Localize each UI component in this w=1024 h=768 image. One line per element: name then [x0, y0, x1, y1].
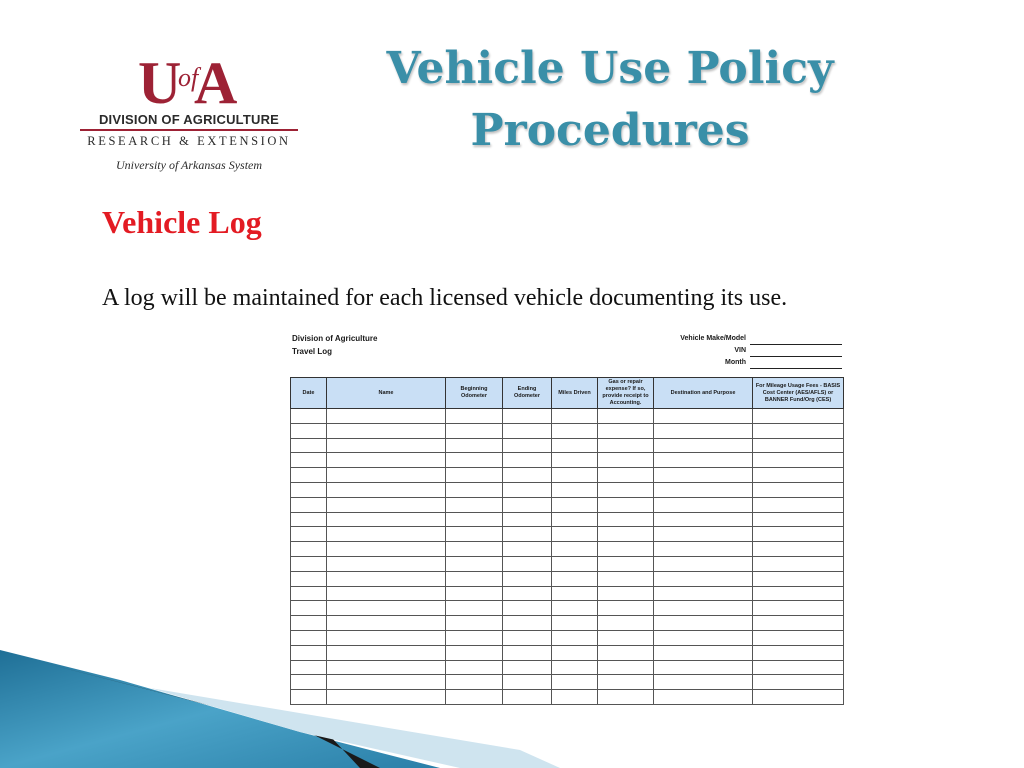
table-row	[291, 453, 844, 468]
table-header-row	[291, 378, 844, 409]
logo-research-text: RESEARCH & EXTENSION	[87, 134, 291, 148]
table-cell	[446, 482, 503, 497]
table-cell	[753, 453, 844, 468]
table-cell	[552, 409, 598, 424]
table-cell	[291, 512, 327, 527]
table-row	[291, 468, 844, 483]
table-cell	[291, 497, 327, 512]
table-row	[291, 423, 844, 438]
table-cell	[552, 556, 598, 571]
table-cell	[327, 542, 446, 557]
table-cell	[753, 482, 844, 497]
table-cell	[503, 586, 552, 601]
table-row	[291, 409, 844, 424]
table-cell	[598, 601, 654, 616]
table-row	[291, 542, 844, 557]
logo-system-text: University of Arkansas System	[115, 158, 263, 172]
table-cell	[327, 423, 446, 438]
table-cell	[552, 423, 598, 438]
table-cell	[327, 527, 446, 542]
table-cell	[598, 616, 654, 631]
table-cell	[552, 438, 598, 453]
table-cell	[446, 423, 503, 438]
table-cell	[291, 527, 327, 542]
slide-title-line2: Procedures	[470, 105, 750, 156]
table-cell	[446, 601, 503, 616]
table-cell	[753, 556, 844, 571]
table-cell	[327, 482, 446, 497]
column-header: Beginning Odometer	[446, 378, 503, 409]
table-cell	[753, 542, 844, 557]
table-cell	[654, 616, 753, 631]
meta-vin	[652, 347, 842, 359]
table-cell	[327, 616, 446, 631]
table-cell	[291, 409, 327, 424]
logo-mark-of: of	[178, 63, 199, 92]
table-cell	[446, 468, 503, 483]
table-cell	[446, 542, 503, 557]
table-cell	[291, 482, 327, 497]
column-header: Gas or repair expense? If so, provide receipt to Accounting.	[598, 378, 654, 409]
table-cell	[446, 497, 503, 512]
table-cell	[753, 468, 844, 483]
table-cell	[327, 571, 446, 586]
table-cell	[654, 497, 753, 512]
table-cell	[503, 556, 552, 571]
table-cell	[598, 556, 654, 571]
table-cell	[503, 409, 552, 424]
table-cell	[753, 527, 844, 542]
table-cell	[291, 586, 327, 601]
table-cell	[503, 616, 552, 631]
table-cell	[654, 542, 753, 557]
table-cell	[598, 571, 654, 586]
table-cell	[552, 497, 598, 512]
ua-division-logo	[78, 48, 300, 178]
table-row	[291, 601, 844, 616]
logo-mark-a: A	[194, 50, 238, 110]
table-cell	[753, 423, 844, 438]
meta-blank-line	[750, 368, 842, 369]
table-cell	[654, 409, 753, 424]
table-cell	[552, 571, 598, 586]
table-cell	[291, 616, 327, 631]
column-header: Miles Driven	[552, 378, 598, 409]
table-cell	[327, 409, 446, 424]
table-cell	[446, 527, 503, 542]
table-cell	[654, 423, 753, 438]
table-cell	[291, 423, 327, 438]
table-cell	[654, 468, 753, 483]
table-cell	[598, 527, 654, 542]
table-cell	[654, 556, 753, 571]
slide-title	[330, 38, 890, 162]
column-header: For Mileage Usage Fees - BASIS Cost Center (AES/AFLS) or BANNER Fund/Org (CES)	[753, 378, 844, 409]
table-cell	[598, 542, 654, 557]
table-cell	[552, 453, 598, 468]
table-cell	[503, 571, 552, 586]
table-cell	[598, 423, 654, 438]
table-cell	[446, 409, 503, 424]
table-cell	[503, 497, 552, 512]
table-cell	[503, 482, 552, 497]
table-cell	[598, 512, 654, 527]
table-cell	[753, 616, 844, 631]
swoosh-blue-band	[0, 650, 440, 768]
table-cell	[654, 512, 753, 527]
column-header: Destination and Purpose	[654, 378, 753, 409]
table-cell	[598, 453, 654, 468]
table-cell	[552, 482, 598, 497]
table-cell	[753, 497, 844, 512]
table-cell	[654, 453, 753, 468]
meta-month	[652, 359, 842, 371]
table-cell	[753, 512, 844, 527]
table-cell	[327, 556, 446, 571]
table-cell	[446, 438, 503, 453]
table-cell	[753, 571, 844, 586]
meta-label: VIN	[734, 347, 746, 354]
table-cell	[327, 453, 446, 468]
column-header: Date	[291, 378, 327, 409]
table-cell	[552, 512, 598, 527]
table-cell	[598, 497, 654, 512]
decorative-swoosh	[0, 640, 1024, 768]
table-cell	[598, 586, 654, 601]
table-cell	[552, 468, 598, 483]
table-cell	[654, 438, 753, 453]
table-cell	[291, 571, 327, 586]
table-row	[291, 527, 844, 542]
table-cell	[446, 556, 503, 571]
table-cell	[291, 468, 327, 483]
table-cell	[552, 542, 598, 557]
table-cell	[753, 586, 844, 601]
table-cell	[503, 468, 552, 483]
table-cell	[654, 482, 753, 497]
table-cell	[552, 527, 598, 542]
table-cell	[327, 468, 446, 483]
table-cell	[503, 423, 552, 438]
table-cell	[503, 527, 552, 542]
table-cell	[327, 438, 446, 453]
meta-label: Vehicle Make/Model	[680, 335, 746, 342]
table-cell	[598, 468, 654, 483]
table-cell	[291, 453, 327, 468]
logo-mark-u: U	[138, 50, 182, 110]
table-cell	[654, 601, 753, 616]
table-cell	[552, 586, 598, 601]
form-org-title: Division of Agriculture	[292, 334, 378, 343]
meta-blank-line	[750, 344, 842, 345]
table-cell	[327, 586, 446, 601]
table-row	[291, 438, 844, 453]
logo-division-text: DIVISION OF AGRICULTURE	[98, 112, 280, 127]
column-header: Name	[327, 378, 446, 409]
table-cell	[446, 616, 503, 631]
table-row	[291, 482, 844, 497]
table-cell	[654, 571, 753, 586]
table-cell	[446, 512, 503, 527]
table-cell	[654, 586, 753, 601]
table-row	[291, 556, 844, 571]
table-cell	[598, 409, 654, 424]
table-cell	[503, 542, 552, 557]
table-cell	[552, 616, 598, 631]
table-cell	[654, 527, 753, 542]
table-cell	[503, 453, 552, 468]
ua-logo-mark	[136, 48, 246, 110]
logo-divider	[80, 129, 298, 131]
section-heading: Vehicle Log	[102, 204, 262, 240]
slide-title-line1: Vehicle Use Policy	[386, 43, 834, 94]
table-cell	[291, 438, 327, 453]
table-cell	[291, 556, 327, 571]
column-header: Ending Odometer	[503, 378, 552, 409]
table-row	[291, 616, 844, 631]
table-cell	[753, 409, 844, 424]
table-cell	[446, 571, 503, 586]
table-cell	[446, 586, 503, 601]
table-cell	[598, 482, 654, 497]
table-cell	[503, 512, 552, 527]
body-paragraph: A log will be maintained for each licensed vehicle documenting its use.	[102, 285, 788, 311]
table-row	[291, 497, 844, 512]
meta-label: Month	[725, 359, 746, 366]
table-cell	[753, 601, 844, 616]
table-cell	[291, 601, 327, 616]
table-cell	[327, 512, 446, 527]
table-cell	[503, 438, 552, 453]
table-cell	[552, 601, 598, 616]
table-row	[291, 586, 844, 601]
table-row	[291, 512, 844, 527]
table-cell	[327, 601, 446, 616]
meta-blank-line	[750, 356, 842, 357]
meta-vehicle-model	[652, 335, 842, 347]
form-subtitle: Travel Log	[292, 347, 333, 356]
table-cell	[753, 438, 844, 453]
table-cell	[291, 542, 327, 557]
table-row	[291, 571, 844, 586]
table-cell	[327, 497, 446, 512]
table-cell	[446, 453, 503, 468]
table-cell	[598, 438, 654, 453]
table-cell	[503, 601, 552, 616]
